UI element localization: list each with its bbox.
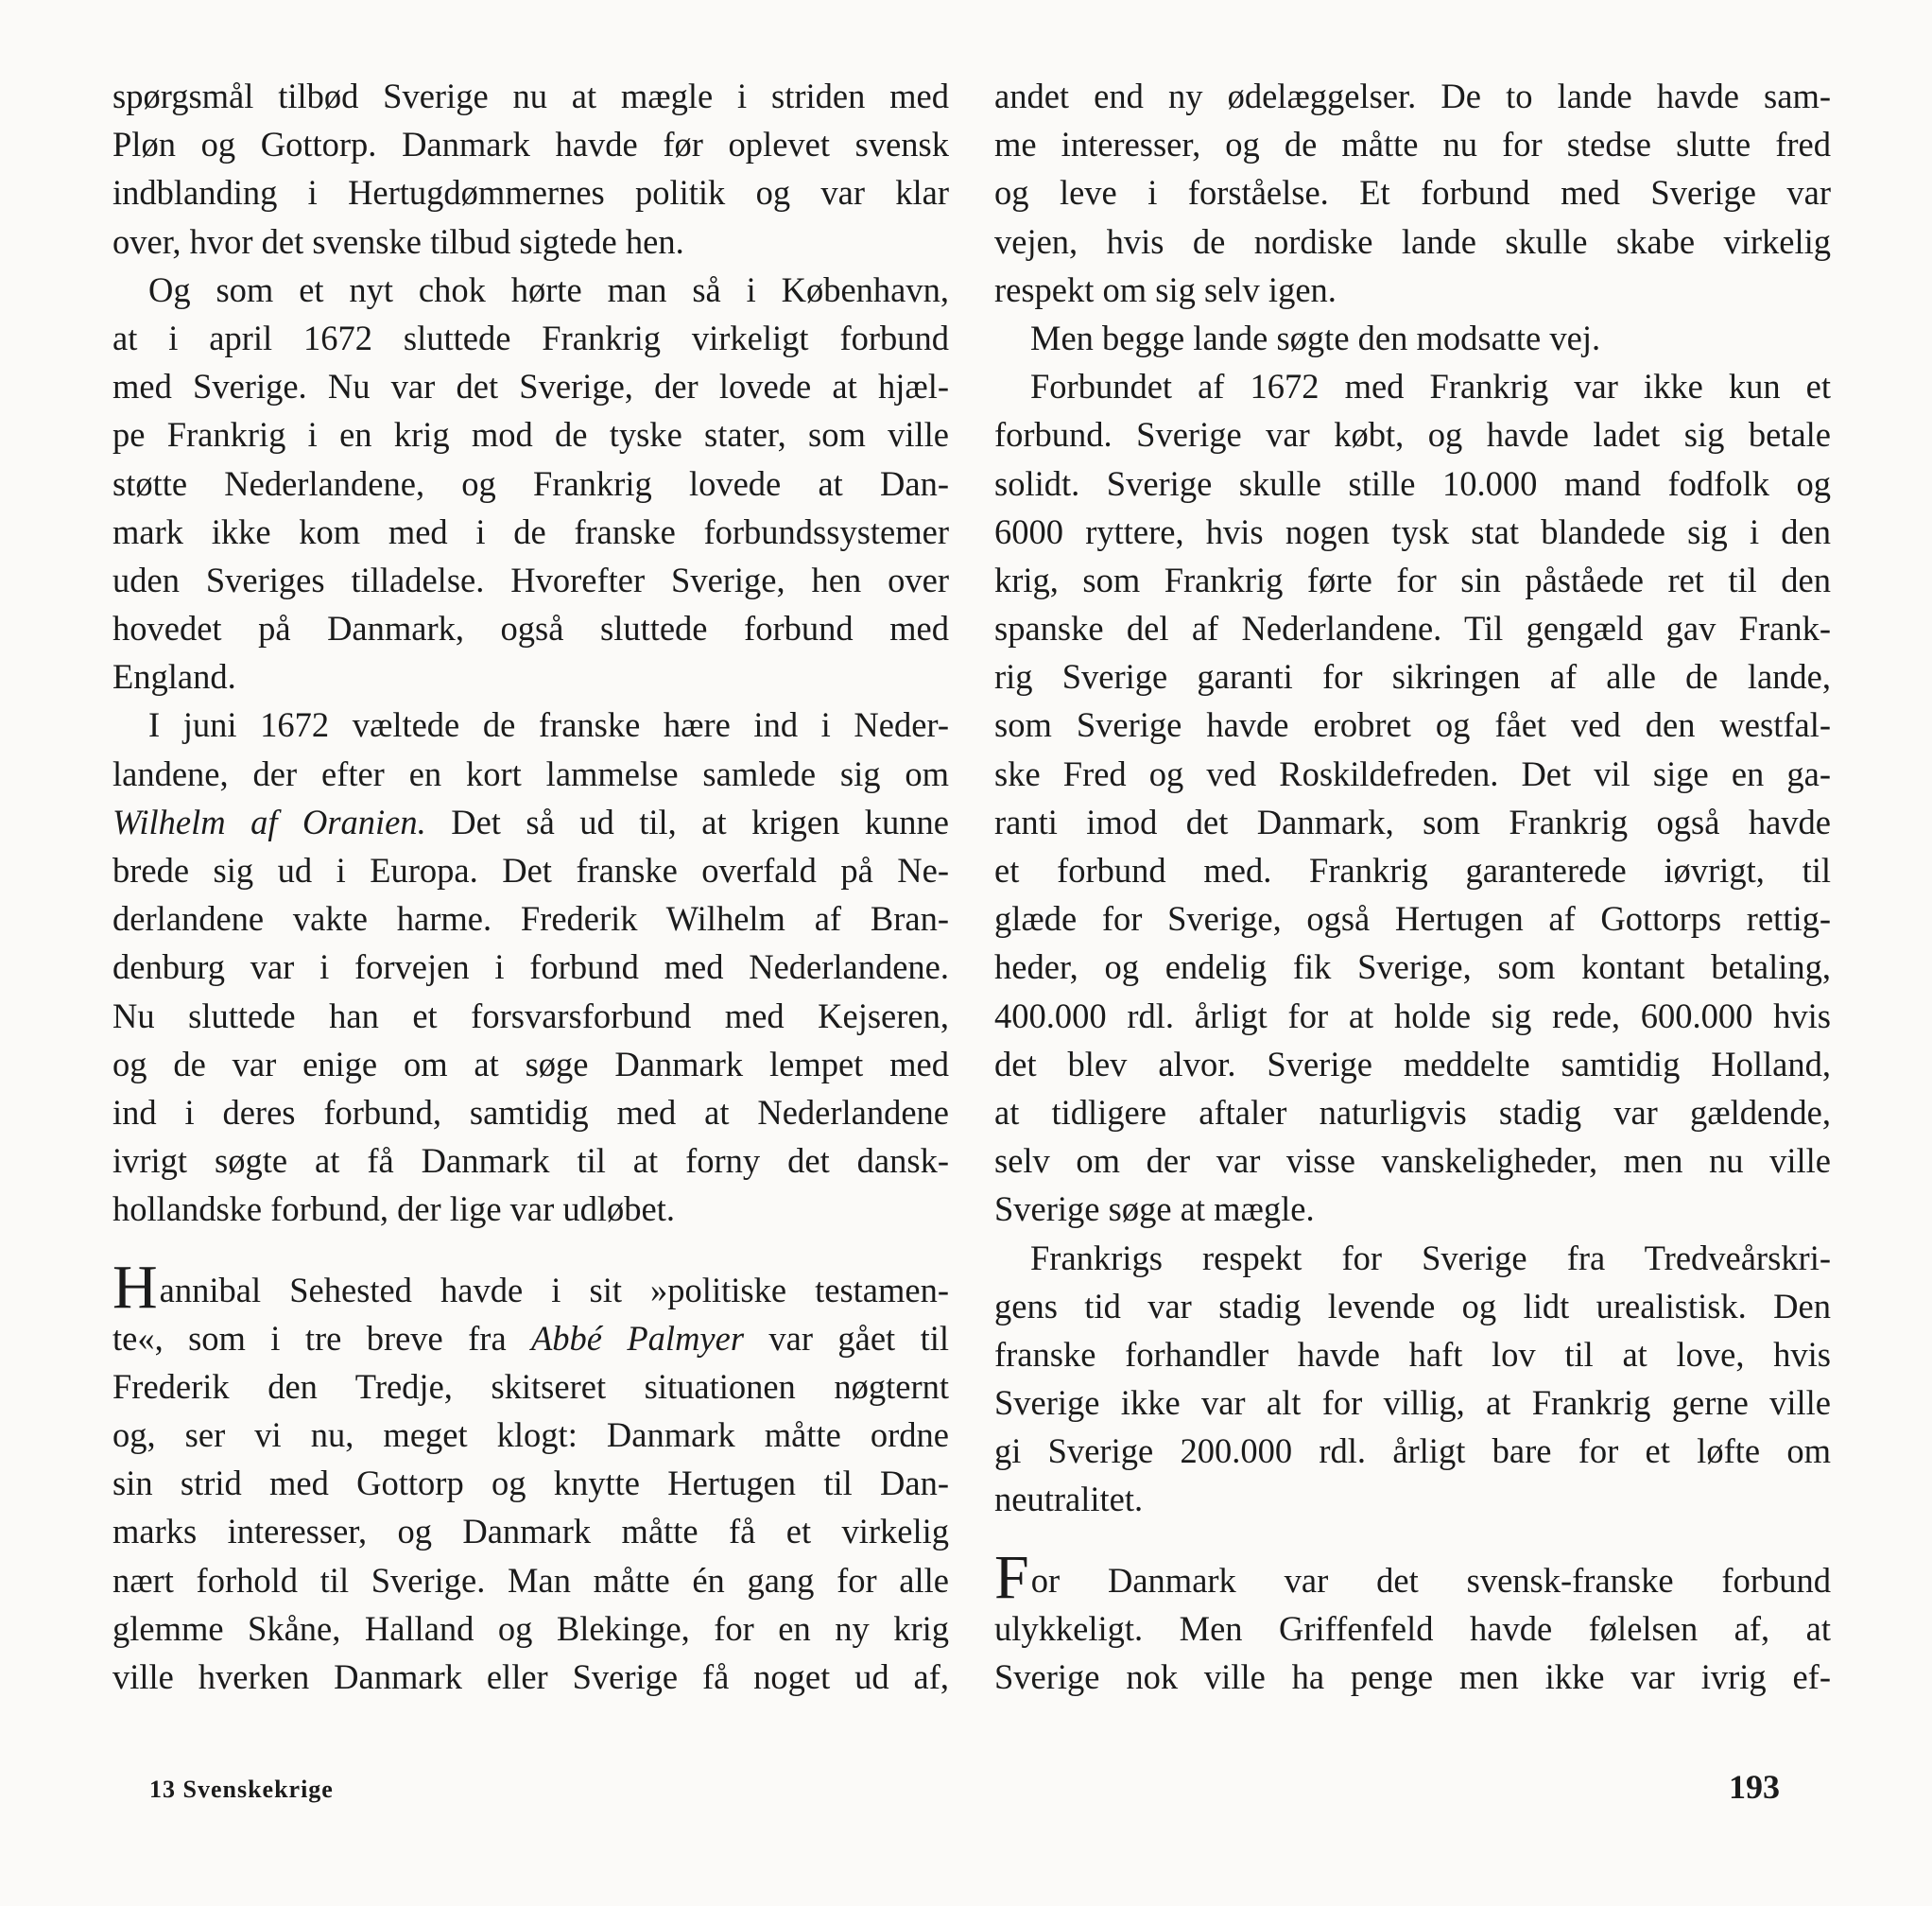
line-text: Det så ud til, at krigen kunne [425, 802, 949, 841]
right-column [994, 72, 1831, 1701]
text-line: som Sverige havde erobret og fået ved den westfal- [994, 705, 1831, 745]
text-line [994, 1542, 1831, 1612]
printer-signature: 13 Svenskekrige [149, 1776, 334, 1803]
text-line: hovedet på Danmark, også sluttede forbund med [112, 609, 949, 649]
text-line: franske forhandler havde haft lov til at love, hvis [994, 1334, 1831, 1374]
text-line: marks interesser, og Danmark måtte få et virkelig [112, 1512, 949, 1551]
text-line: at i april 1672 sluttede Frankrig virkeligt forbund [112, 318, 949, 357]
text-line: indblanding i Hertugdømmernes politik og var klar [112, 173, 949, 213]
text-line: med Sverige. Nu var det Sverige, der lovede at hjæl- [112, 367, 949, 407]
text-line: ville hverken Danmark eller Sverige få noget ud af, [112, 1657, 949, 1696]
text-line [112, 798, 949, 846]
text-line: sin strid med Gottorp og knytte Hertugen til Dan- [112, 1464, 949, 1503]
text-line: andet end ny ødelæggelser. De to lande havde sam- [994, 77, 1831, 115]
text-line: neutralitet. [994, 1480, 1144, 1519]
text-line: Sverige nok ville ha penge men ikke var ivrig ef- [994, 1657, 1831, 1696]
text-line: forbund. Sverige var købt, og havde ladet sig betale [994, 415, 1831, 455]
text-line: gens tid var stadig levende og lidt urealistisk. Den [994, 1286, 1831, 1326]
italic-name: Abbé Palmyer [531, 1318, 745, 1358]
initial-letter: F [994, 1542, 1029, 1612]
text-line: Forbundet af 1672 med Frankrig var ikke kun et [1030, 367, 1831, 407]
text-line: Frederik den Tredje, skitseret situationen nøgternt [112, 1366, 949, 1406]
text-line: hollandske forbund, der lige var udløbet. [112, 1189, 675, 1229]
text-line: me interesser, og de måtte nu for stedse slutte fred [994, 125, 1831, 165]
text-line: Sverige ikke var alt for villig, at Frankrig gerne ville [994, 1383, 1831, 1423]
text-line: uden Sveriges tilladelse. Hvorefter Sverige, hen over [112, 560, 949, 599]
text-line: rig Sverige garanti for sikringen af alle de lande, [994, 657, 1831, 697]
text-line: 6000 ryttere, hvis nogen tysk stat blandede sig i den [994, 511, 1831, 551]
italic-name: Wilhelm af Oranien. [112, 802, 426, 841]
text-line: solidt. Sverige skulle stille 10.000 mand fodfolk og [994, 463, 1831, 503]
text-line [112, 1252, 949, 1322]
paragraph-gap [994, 1524, 1831, 1556]
text-line: vejen, hvis de nordiske lande skulle skabe virkelig [994, 221, 1831, 261]
text-line: heder, og endelig fik Sverige, som kontant betaling, [994, 947, 1831, 987]
text-line: ulykkeligt. Men Griffenfeld havde følelsen af, at [994, 1608, 1831, 1648]
text-line: et forbund med. Frankrig garanterede iøvrigt, til [994, 851, 1831, 890]
text-line: Men begge lande søgte den modsatte vej. [1030, 318, 1601, 357]
text-line: ind i deres forbund, samtidig med at Nederlandene [112, 1092, 949, 1132]
text-line [112, 1314, 949, 1362]
left-column [112, 72, 949, 1701]
text-line: Sverige søge at mægle. [994, 1189, 1315, 1229]
text-line: England. [112, 657, 236, 697]
text-line: Pløn og Gottorp. Danmark havde før oplevet svensk [112, 125, 949, 165]
text-line: denburg var i forvejen i forbund med Nederlandene. [112, 947, 949, 987]
text-line: og leve i forståelse. Et forbund med Sverige var [994, 173, 1831, 213]
text-line: spørgsmål tilbød Sverige nu at mægle i striden med [112, 77, 949, 115]
paragraph-gap [112, 1234, 949, 1266]
text-line: at tidligere aftaler naturligvis stadig var gældende, [994, 1092, 1831, 1132]
line-text: var gået til [744, 1318, 949, 1358]
text-line: mark ikke kom med i de franske forbundssystemer [112, 511, 949, 551]
text-line: derlandene vakte harme. Frederik Wilhelm af Bran- [112, 899, 949, 939]
text-line: Nu sluttede han et forsvarsforbund med Kejseren, [112, 996, 949, 1035]
text-line: selv om der var visse vanskeligheder, men nu ville [994, 1141, 1831, 1181]
text-line: gi Sverige 200.000 rdl. årligt bare for et løfte om [994, 1431, 1831, 1471]
page-number: 193 [1729, 1768, 1780, 1806]
text-line: pe Frankrig i en krig mod de tyske stater, som ville [112, 415, 949, 455]
text-line: krig, som Frankrig førte for sin påståede ret til den [994, 560, 1831, 599]
text-line: ivrigt søgte at få Danmark til at forny det dansk- [112, 1141, 949, 1181]
text-line: over, hvor det svenske tilbud sigtede hen. [112, 221, 684, 261]
line-text: te«, som i tre breve fra [112, 1318, 532, 1358]
line-text: annibal Sehested havde i sit »politiske testamen- [159, 1270, 949, 1309]
text-line: I juni 1672 væltede de franske hære ind i Neder- [148, 705, 949, 745]
text-line: glemme Skåne, Halland og Blekinge, for en ny krig [112, 1608, 949, 1648]
text-line: det blev alvor. Sverige meddelte samtidig Holland, [994, 1044, 1831, 1083]
text-line: og, ser vi nu, meget klogt: Danmark måtte ordne [112, 1415, 949, 1455]
text-line: respekt om sig selv igen. [994, 269, 1337, 309]
text-line: landene, der efter en kort lammelse samlede sig om [112, 754, 949, 793]
text-line: nært forhold til Sverige. Man måtte én gang for alle [112, 1560, 949, 1600]
text-line: støtte Nederlandene, og Frankrig lovede at Dan- [112, 463, 949, 503]
text-line: ske Fred og ved Roskildefreden. Det vil sige en ga- [994, 754, 1831, 793]
text-line: Og som et nyt chok hørte man så i København, [148, 269, 949, 309]
text-line: glæde for Sverige, også Hertugen af Gottorps rettig- [994, 899, 1831, 939]
text-line: og de var enige om at søge Danmark lempet med [112, 1044, 949, 1083]
text-line: ranti imod det Danmark, som Frankrig også havde [994, 802, 1831, 841]
text-line: 400.000 rdl. årligt for at holde sig rede, 600.000 hvis [994, 996, 1831, 1035]
text-line: brede sig ud i Europa. Det franske overfald på Ne- [112, 851, 949, 890]
line-text: or Danmark var det svensk-franske forbund [1030, 1560, 1831, 1600]
text-line: Frankrigs respekt for Sverige fra Tredveårskri- [1030, 1238, 1831, 1277]
text-line: spanske del af Nederlandene. Til gengæld gav Frank- [994, 609, 1831, 649]
initial-letter: H [112, 1252, 158, 1322]
